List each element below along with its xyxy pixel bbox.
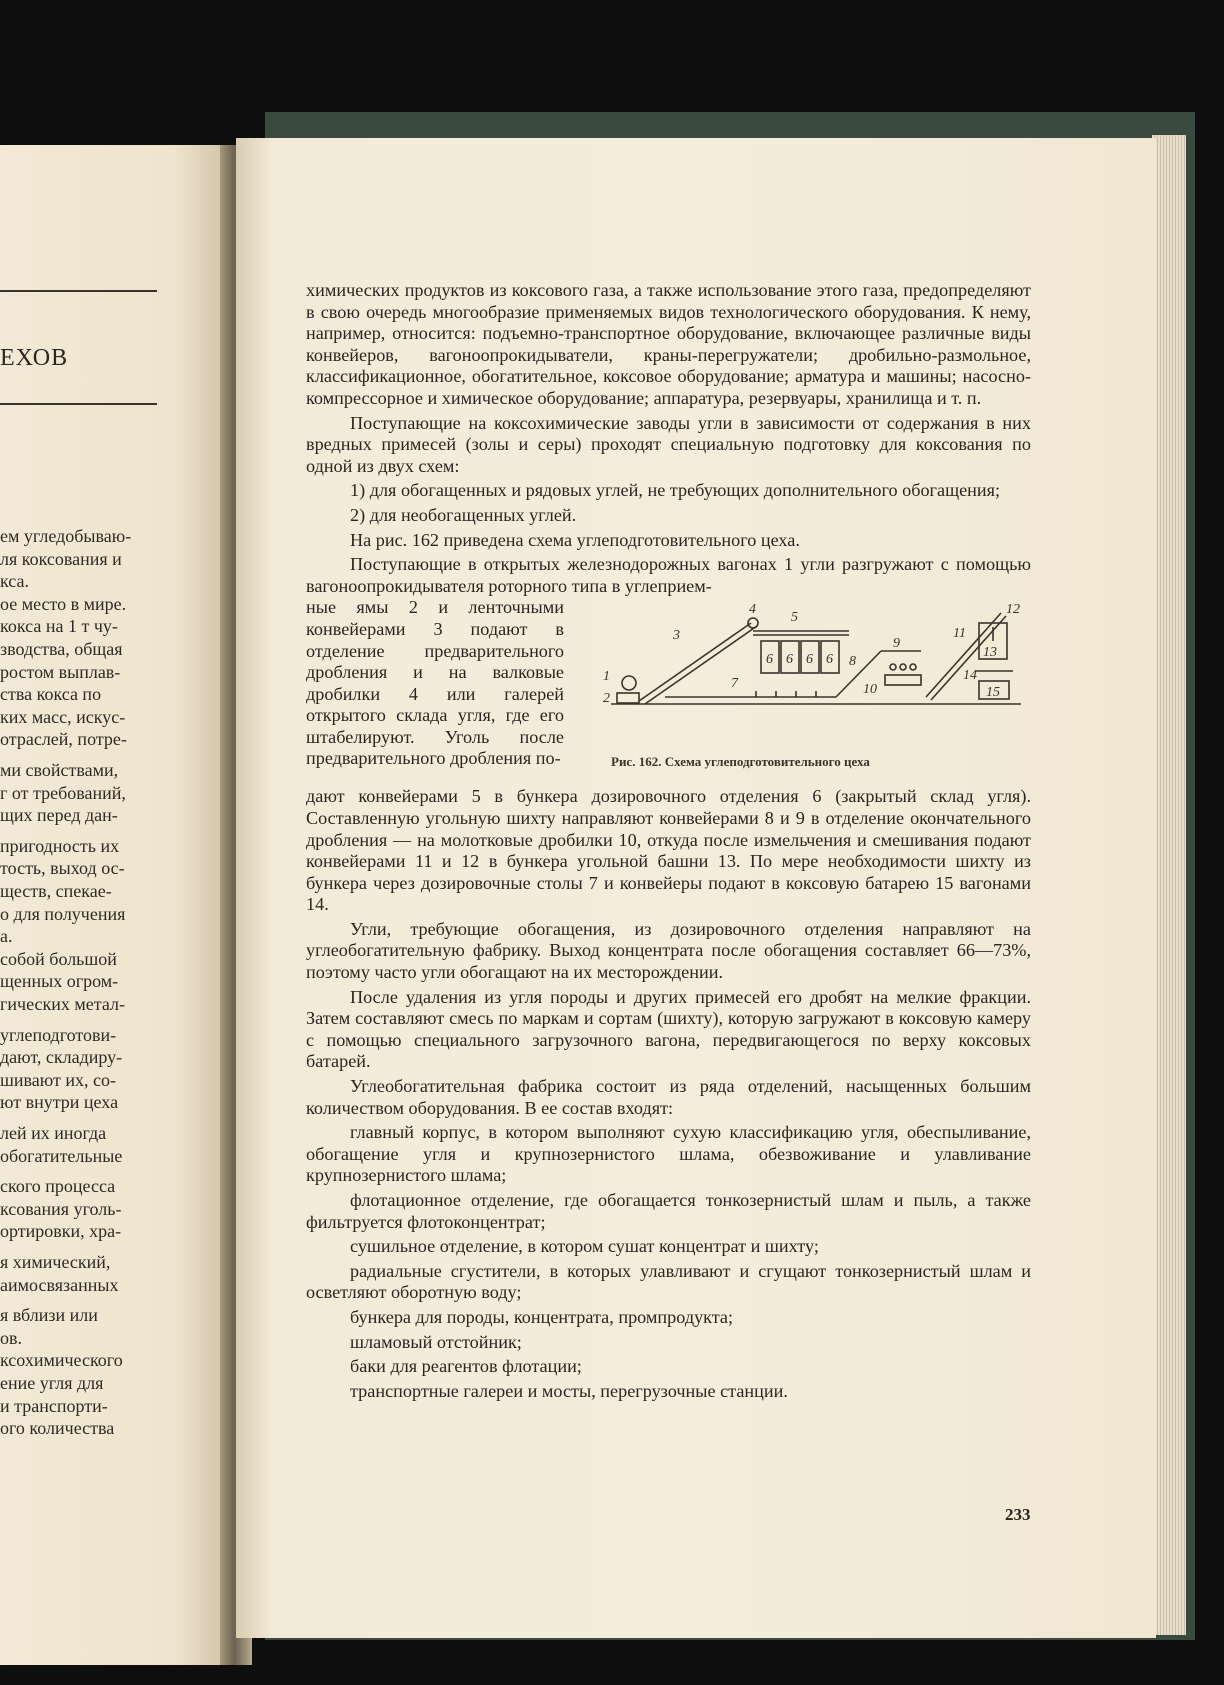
page-body (306, 280, 1031, 1405)
list-item: радиальные сгустители, в которых улавливают и сгущают тонкозернистый шлам и осветляют оборотную воду; (306, 1260, 1031, 1303)
left-page-heading: ЕХОВ (0, 345, 69, 371)
label-6c: 6 (806, 652, 813, 668)
label-4: 4 (749, 602, 756, 618)
left-page-line: г от требований, (0, 782, 126, 803)
left-page-line: ростом выплав- (0, 661, 121, 682)
label-6a: 6 (766, 652, 773, 668)
label-7: 7 (731, 676, 738, 692)
left-page-line: ют внутри цеха (0, 1092, 119, 1113)
paragraph: Поступающие на коксохимические заводы угли в зависимости от содержания в них вредных примесей (золы и серы) проходят специальную подготовку для коксования по одной из двух схем: (306, 412, 1031, 476)
hammer-crushers-10 (885, 664, 921, 685)
label-1: 1 (603, 669, 610, 685)
paragraph: 2) для необогащенных углей. (350, 504, 577, 525)
label-10: 10 (863, 682, 877, 698)
left-page-line: а. (0, 926, 13, 947)
paragraph: Поступающие в открытых железнодорожных вагонах 1 угли разгружают с помощью вагоноопрокидывателя роторного типа в углеприем- (306, 554, 1031, 596)
top-rule (0, 290, 157, 292)
label-15: 15 (986, 685, 1000, 701)
left-page-line: тость, выход ос- (0, 858, 125, 879)
list-item: флотационное отделение, где обогащается тонкозернистый шлам и пыль, а также фильтруется флотоконцентрат; (306, 1190, 1031, 1232)
left-page-line: ких масс, искус- (0, 706, 126, 727)
left-page-line: углеподготови- (0, 1024, 117, 1045)
label-6d: 6 (826, 652, 833, 668)
label-8: 8 (849, 654, 856, 670)
left-page-line: ого количества (0, 1418, 115, 1439)
paragraph: Углеобогатительная фабрика состоит из ряда отделений, насыщенных большим количеством оборудования. В ее состав входят: (306, 1076, 1031, 1118)
left-page-line: я химический, (0, 1252, 111, 1272)
left-page-line: кса. (0, 571, 29, 592)
paragraph: На рис. 162 приведена схема углеподготовительного цеха. (350, 529, 800, 550)
left-page-line: дают, складиру- (0, 1047, 123, 1068)
list-item: бункера для породы, концентрата, промпродукта; (350, 1306, 734, 1327)
list-item: баки для реагентов флотации; (350, 1356, 582, 1377)
label-6b: 6 (786, 652, 793, 668)
label-11: 11 (953, 626, 966, 642)
page-number: 233 (1005, 1505, 1031, 1524)
left-page-line: кокса на 1 т чу- (0, 616, 118, 637)
page-edges (1152, 135, 1186, 1635)
left-page-line: ства кокса по (0, 684, 102, 705)
left-page-line: щенных огром- (0, 971, 119, 992)
list-item: шламовый отстойник; (350, 1331, 522, 1352)
left-page-line: ем угледобываю- (0, 526, 132, 546)
left-page-line: ля коксования и (0, 548, 122, 569)
figure-162 (581, 601, 1031, 786)
left-page-line: зводства, общая (0, 639, 123, 659)
label-2: 2 (603, 691, 610, 707)
left-page-line: я вблизи или (0, 1305, 98, 1326)
left-page-line: ение угля для (0, 1373, 104, 1393)
figure-caption: Рис. 162. Схема углеподготовительного цеха (611, 754, 870, 770)
left-page-line: щих перед дан- (0, 805, 118, 826)
bottom-rule (0, 403, 157, 405)
receiving-pit (617, 693, 639, 703)
left-page-line: ксования уголь- (0, 1198, 122, 1219)
left-page-line: пригодность их (0, 835, 120, 856)
left-page-line: шивают их, со- (0, 1069, 116, 1090)
left-page-line: и транспорти- (0, 1395, 108, 1416)
left-page-line: ского процесса (0, 1176, 116, 1197)
left-page-line: лей их иногда (0, 1123, 107, 1143)
paragraph: После удаления из угля породы и других примесей его дробят на мелкие фракции. Затем составляют смесь по маркам и сортам (шихту), которую загружают в коксовую камеру с помощью специального загрузочного вагона, передвигающегося по верху коксовых батарей. (306, 986, 1031, 1072)
left-page-line: аимосвязанных (0, 1274, 119, 1295)
label-3: 3 (673, 628, 680, 644)
list-item: транспортные галереи и мосты, перегрузочные станции. (350, 1380, 788, 1401)
left-page-line: ществ, спекае- (0, 881, 112, 901)
list-item: главный корпус, в котором выполняют сухую классификацию угля, обеспыливание, обогащение угля и крупнозернистого шлама, обезвоживание и улавливание крупнозернистого шлама; (306, 1122, 1031, 1186)
left-page-line: ксохимического (0, 1350, 123, 1371)
label-9: 9 (893, 636, 900, 652)
left-page-line: отраслей, потре- (0, 729, 127, 750)
paragraph: Угли, требующие обогащения, из дозировочного отделения направляют на углеобогатительную фабрику. Выход концентрата после обогащения составляет 66—73%, поэтому часто угли обогащают на их месторождении. (306, 918, 1031, 983)
label-12: 12 (1006, 602, 1020, 618)
paragraph: химических продуктов из коксового газа, а также использование этого газа, предопределяют в свою очередь многообразие применяемых видов технологического оборудования. К нему, например, относится: подъемно-транспортное оборудование, включающее различные виды конвейеров, вагоноопрокидыватели, краны-перегружатели; дробильно-размольное, классификационное, обогатительное, коксовое оборудование; арматура и машины; насосно-компрессорное и химическое оборудование; аппаратура, резервуары, хранилища и т. п. (306, 280, 1031, 408)
crusher-4 (748, 618, 758, 628)
left-page-line: собой большой (0, 948, 117, 969)
list-item: сушильное отделение, в котором сушат концентрат и шихту; (350, 1236, 819, 1257)
left-page-line: о для получения (0, 903, 126, 924)
label-13: 13 (983, 645, 997, 661)
paragraph: 1) для обогащенных и рядовых углей, не требующих дополнительного обогащения; (350, 480, 1001, 501)
left-page (0, 145, 232, 1665)
label-14: 14 (963, 668, 977, 684)
process-diagram (581, 601, 1031, 751)
left-page-line: обогатительные (0, 1145, 123, 1166)
left-page-line: ое место в мире. (0, 593, 127, 614)
wrapped-paragraph: ные ямы 2 и ленточными конвейерами 3 подают в отделение предварительного дробления и на валковые дробилки 4 или галерей открытого склада угля, где его штабелируют. Уголь после предварительного дробления по- (306, 597, 564, 769)
wagon-tipper (622, 676, 636, 690)
label-5: 5 (791, 610, 798, 626)
left-page-line: ми свойствами, (0, 760, 119, 780)
left-page-line: гических метал- (0, 994, 125, 1014)
left-page-line: ов. (0, 1327, 22, 1348)
left-page-line: ортировки, хра- (0, 1221, 122, 1242)
paragraph: дают конвейерами 5 в бункера дозировочного отделения 6 (закрытый склад угля). Составленную угольную шихту направляют конвейерами 8 и 9 в отделение окончательного дробления — на молотковые дробилки 10, откуда после измельчения и смешивания подают конвейерами 11 и 12 в бункера угольной башни 13. По мере необходимости шихту из бункера через дозировочные столы 7 и конвейеры подают в коксовую батарею 15 вагонами 14. (306, 786, 1031, 915)
